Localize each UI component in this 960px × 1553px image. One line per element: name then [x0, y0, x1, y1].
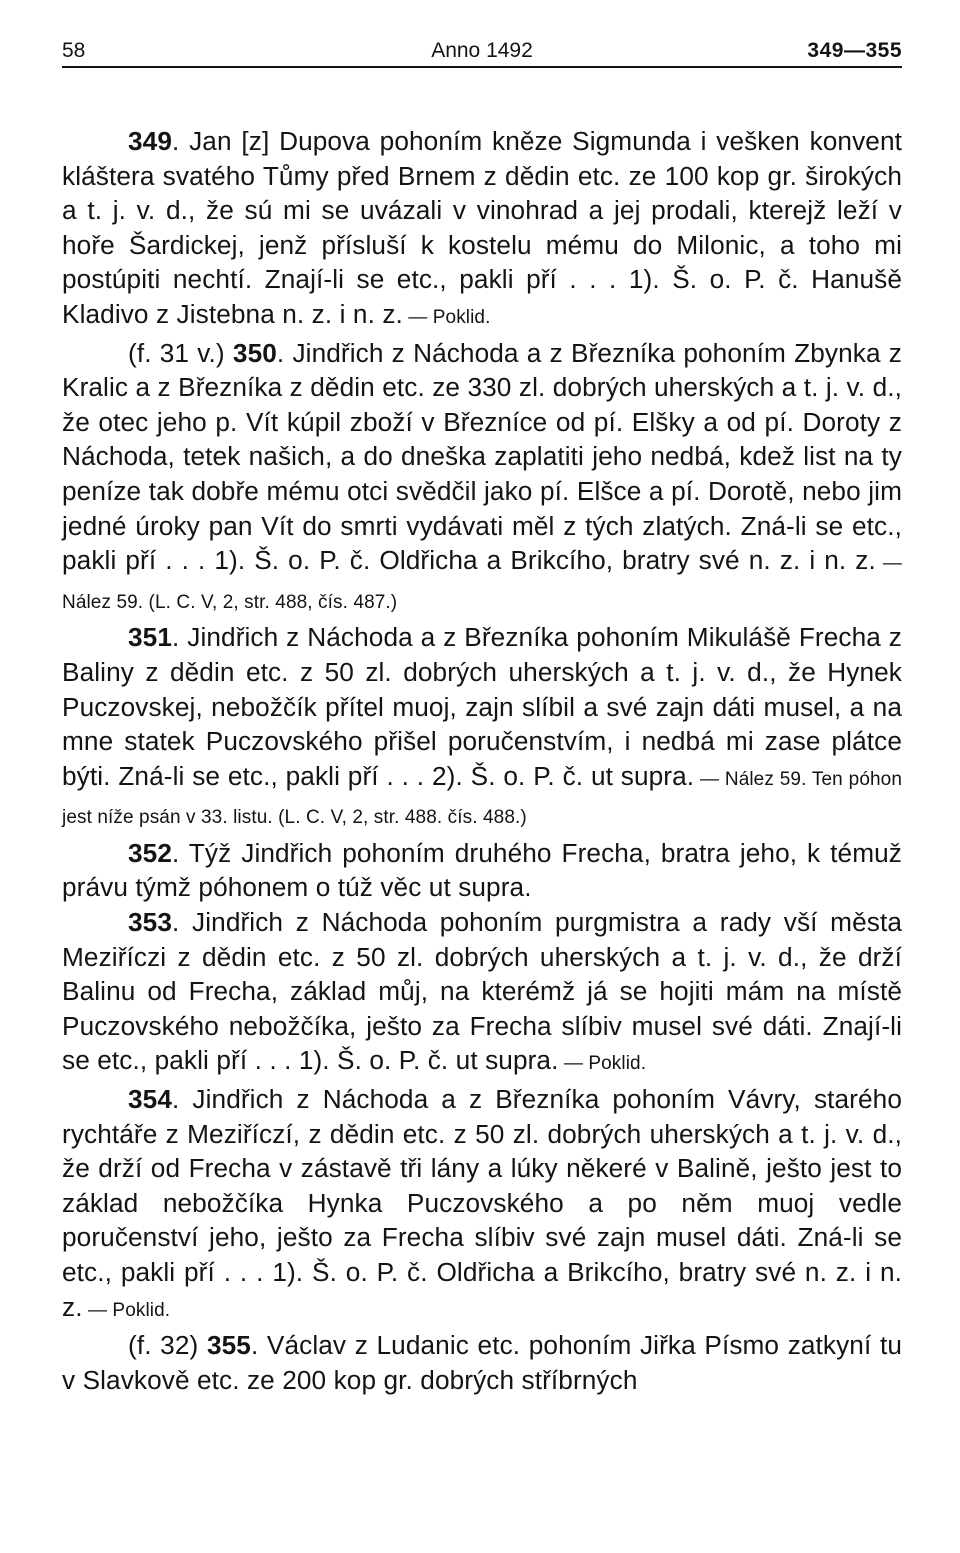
- entry-350: [62, 336, 902, 621]
- entry-text: . Václav z Ludanic etc. pohoním Jiřka Písmo zatkyní tu v Slavkově etc. ze 200 kop gr. dobrých stříbrných: [62, 1330, 902, 1395]
- entry-text: . Jindřich z Náchoda pohoním purgmistra a rady vší města Meziříczi z dědin etc. z 50 zl. dobrých uherských a t. j. v. d., že drží Balinu od Frecha, základ můj, na kterémž já se hojiti mám na místě Puczovského nebožčíka, ješto za Frecha slíbiv musel své dáti. Znají-li se etc., pakli pří . . . 1). Š. o. P. č. ut supra.: [62, 907, 902, 1076]
- entry-note: — Poklid.: [558, 1053, 647, 1075]
- entry-note: — Nález 59. Ten póhon jest níže psán v 33. listu. (L. C. V, 2, str. 488. čís. 488.): [62, 768, 902, 829]
- entry-number: 349: [128, 126, 172, 156]
- folio-reference: (f. 32): [128, 1330, 207, 1361]
- entry-range: 349—355: [807, 39, 902, 62]
- entry-355: [62, 1328, 902, 1397]
- entry-354: [62, 1082, 902, 1328]
- entry-353: [62, 905, 902, 1082]
- entry-351: [62, 620, 902, 836]
- folio-reference: (f. 31 v.): [128, 337, 233, 368]
- book-page: [62, 36, 902, 1397]
- entry-number: 351: [128, 622, 172, 653]
- running-head: [62, 36, 902, 68]
- entry-number: 352: [128, 837, 172, 868]
- entry-349: [62, 124, 902, 336]
- entry-text: . Jan [z] Dupova pohoním kněze Sigmunda i vešken konvent kláštera svatého Tůmy před Brnem z dědin etc. ze 100 kop gr. širokých a t. j. v. d., že sú mi se uvázali v vinohrad a jej prodali, kterejž leží v hoře Šardickej, jenž přísluší k kostelu mému do Milonic, a toho mi postúpiti nechtí. Znají-li se etc., pakli pří . . . 1). Š. o. P. č. Hanušě Kladivo z Jistebna n. z. i n. z.: [62, 126, 902, 329]
- entry-text: . Jindřich z Náchoda a z Březníka pohoním Vávry, starého rychtáře z Meziříczí, z dědin etc. z 50 zl. dobrých uherských a t. j. v. d., že drží od Frecha v zástavě tři lány a lúky někeré v Balině, ješto jest to základ nebožčíka Hynka Puczovského a po něm muoj vedle poručenství jeho, ješto za Frecha slíbiv své zajn musel dáti. Zná-li se etc., pakli pří . . . 1). Š. o. P. č. Oldřicha a Brikcího, bratry své n. z. i n. z.: [62, 1084, 902, 1322]
- entry-number: 354: [128, 1084, 172, 1115]
- entry-number: 355: [206, 1330, 251, 1361]
- entry-note: — Poklid.: [402, 306, 491, 328]
- entry-number: 353: [128, 907, 172, 938]
- entry-number: 350: [232, 337, 277, 368]
- page-number: 58: [62, 39, 86, 62]
- entry-note: — Poklid.: [82, 1299, 171, 1321]
- entry-text: . Jindřich z Náchoda a z Březníka pohoním Mikulášě Frecha z Baliny z dědin etc. z 50 zl. dobrých uherských a t. j. v. d., že Hynek Puczovskej, nebožčík přítel muoj, zajn slíbil a své zajn dáti musel, a na mne statek Puczovského přišel poručenstvím, i nedbá mi zase plátce býti. Zná-li se etc., pakli pří . . . 2). Š. o. P. č. ut supra.: [62, 622, 902, 791]
- entry-note: — Nález 59. (L. C. V, 2, str. 488, čís. 487.): [62, 553, 902, 613]
- entry-text: . Týž Jindřich pohoním druhého Frecha, bratra jeho, k témuž právu týmž póhonem o túž věc ut supra.: [62, 837, 902, 903]
- year-title: Anno 1492: [431, 39, 533, 62]
- entry-text: . Jindřich z Náchoda a z Březníka pohoním Zbynka z Kralic a z Březníka z dědin etc. ze 330 zl. dobrých uherských a t. j. v. d., že otec jeho p. Vít kúpil zboží v Březníce od pí. Elšky a od pí. Doroty z Náchoda, tetek našich, a do dneška zaplatiti jeho nedbá, kdež list na ty peníze tak dobře mému otci svědčil jako pí. Elšce a pí. Dorotě, nebo jim jedné úroky pan Vít do smrti vydávati měl z tých zlatých. Zná-li se etc., pakli pří . . . 1). Š. o. P. č. Oldřicha a Brikcího, bratry své n. z. i n. z.: [62, 337, 902, 576]
- entry-352: [62, 836, 902, 905]
- page-body: [62, 124, 902, 1397]
